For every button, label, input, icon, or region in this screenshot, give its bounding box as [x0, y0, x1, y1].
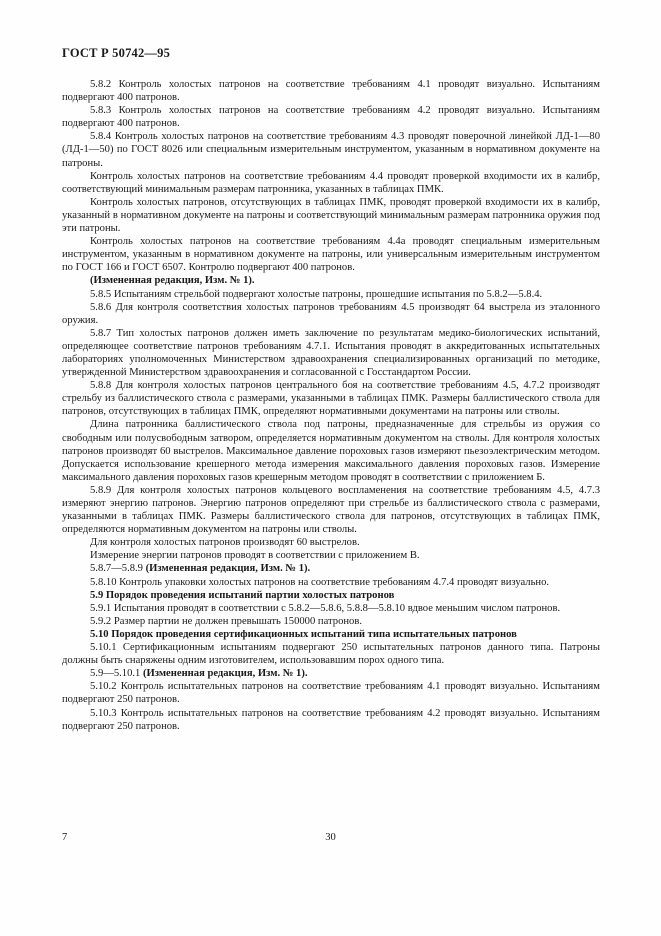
- paragraph: 5.8.5 Испытаниям стрельбой подвергают холостые патроны, прошедшие испытания по 5.8.2—5.8.4.: [90, 288, 543, 300]
- paragraph: Контроль холостых патронов на соответствие требованиям 4.4а проводят специальным измерительным инструментом, указанным в нормативном документе на патроны, или универсальным измерительным инструментом по ГОСТ 166 и ГОСТ 6507. Контролю подвергают 400 патронов.: [62, 236, 600, 274]
- footer-left-number: 7: [62, 832, 68, 843]
- paragraph: 5.9.2 Размер партии не должен превышать 150000 патронов.: [90, 615, 362, 627]
- paragraph: [62, 562, 600, 575]
- paragraph: 5.8.6 Для контроля соответствия холостых патронов требованиям 4.5 производят 64 выстрела из эталонного оружия.: [62, 301, 600, 326]
- paragraph: 5.8.9 Для контроля холостых патронов кольцевого воспламенения на соответствие требованиям 4.5, 4.7.3 измеряют энергию патронов. Энергию патронов определяют при стрельбе из баллистического ствола с размерами, указанными в таблицах ПМК. Размеры баллистического ствола для патронов, отсутствующих в таблицах ПМК, определяются нормативным документом на патроны или стволы.: [62, 484, 600, 536]
- paragraph: [62, 667, 600, 680]
- paragraph: 5.8.8 Для контроля холостых патронов центрального боя на соответствие требованиям 4.5, 4.7.2 производят стрельбу из баллистического ствола с размерами, указанными в таблицах ПМК. Размеры баллистического ствола для патронов, отсутствующих в таблицах ПМК, определяют нормативными документами на патроны или стволы.: [62, 380, 600, 418]
- paragraph: 5.8.4 Контроль холостых патронов на соответствие требованиям 4.3 проводят поверочной линейкой ЛД-1—80 (ЛД-1—50) по ГОСТ 8026 или специальным измерительным инструментом, указанным в нормативном документе на патроны.: [62, 131, 600, 169]
- paragraph: Контроль холостых патронов, отсутствующих в таблицах ПМК, проводят проверкой входимости их в калибр, указанный в нормативном документе на патроны и соответствующий минимальным размерам патронника оружия под эти патроны.: [62, 196, 600, 235]
- page-number: 30: [325, 832, 336, 843]
- paragraph: Измерение энергии патронов проводят в соответствии с приложением В.: [90, 550, 420, 562]
- paragraph-prefix: 5.9—5.10.1: [90, 668, 143, 680]
- paragraph: 5.8.7 Тип холостых патронов должен иметь заключение по результатам медико-биологических испытаний, определяющее соответствие патронов требованиям 4.7.1. Испытания проводят в аккредитованных испытательных лабораториях уполномоченных Министерством здравоохранения специализированных организаций по методике, утвержденной Министерством здравоохранения и согласованной с Госстандартом России.: [62, 327, 600, 379]
- paragraph: 5.9 Порядок проведения испытаний партии холостых патронов: [90, 589, 395, 601]
- paragraph: 5.9.1 Испытания проводят в соответствии с 5.8.2—5.8.6, 5.8.8—5.8.10 вдвое меньшим числом патронов.: [90, 602, 561, 614]
- paragraph: 5.10.2 Контроль испытательных патронов на соответствие требованиям 4.1 проводят визуально. Испытаниям подвергают 250 патронов.: [62, 681, 600, 706]
- paragraph: 5.8.10 Контроль упаковки холостых патронов на соответствие требованиям 4.7.4 проводят визуально.: [90, 576, 550, 588]
- paragraph: 5.8.2 Контроль холостых патронов на соответствие требованиям 4.1 проводят визуально. Испытаниям подвергают 400 патронов.: [62, 79, 600, 104]
- paragraph-prefix: 5.8.7—5.8.9: [90, 563, 146, 575]
- amendment-note: (Измененная редакция, Изм. № 1).: [142, 668, 308, 680]
- paragraph: (Измененная редакция, Изм. № 1).: [90, 275, 255, 287]
- paragraph: Длина патронника баллистического ствола под патроны, предназначенные для стрельбы из оружия со свободным или полусвободным затвором, определяется нормативным документом на стволы. Для контроля холостых патронов производят 60 выстрелов. Максимальное давление пороховых газов измеряют пьезоэлектрическим методом. Допускается использование крешерного метода измерения максимального давления пороховых газов. Измерение максимального давления пороховых газов крешерным методом проводят в соответствии с приложением Б.: [62, 419, 600, 483]
- document-header-title: ГОСТ Р 50742—95: [62, 46, 171, 60]
- paragraph: 5.8.3 Контроль холостых патронов на соответствие требованиям 4.2 проводят визуально. Испытаниям подвергают 400 патронов.: [62, 105, 600, 130]
- paragraph: 5.10.1 Сертификационным испытаниям подвергают 250 испытательных патронов данного типа. Патроны должны быть снаряжены одним изготовителем, использовавшим порох одного типа.: [62, 642, 600, 667]
- document-body: [62, 78, 600, 733]
- paragraph: 5.10 Порядок проведения сертификационных испытаний типа испытательных патронов: [90, 628, 517, 640]
- paragraph: 5.10.3 Контроль испытательных патронов на соответствие требованиям 4.2 проводят визуально. Испытаниям подвергают 250 патронов.: [62, 707, 600, 732]
- paragraph: Контроль холостых патронов на соответствие требованиям 4.4 проводят проверкой входимости их в калибр, соответствующий минимальным размерам патронника, указанных в таблицах ПМК.: [62, 170, 600, 195]
- amendment-note: (Измененная редакция, Изм. № 1).: [145, 563, 311, 575]
- paragraph: Для контроля холостых патронов производят 60 выстрелов.: [90, 537, 360, 549]
